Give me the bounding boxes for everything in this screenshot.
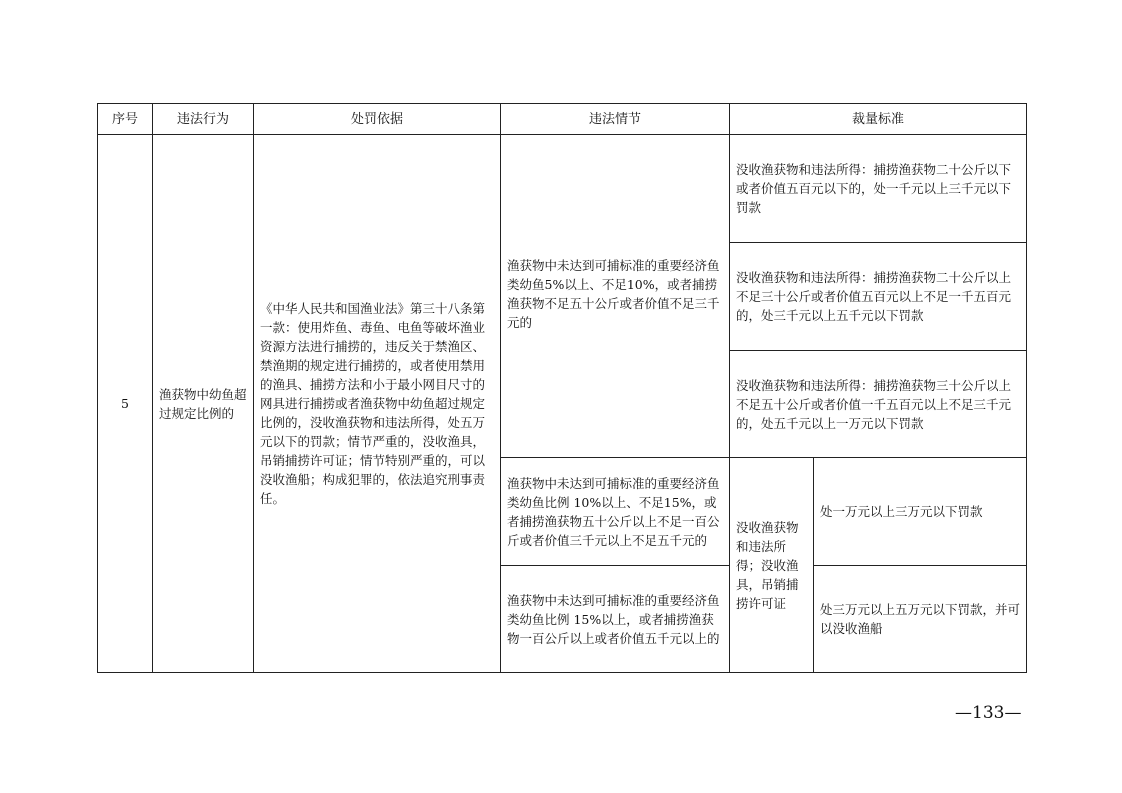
penalty-table (97, 103, 1027, 673)
page-number: —133— (955, 703, 1022, 723)
circumstance-cell-1: 渔获物中未达到可捕标准的重要经济鱼类幼鱼5%以上、不足10%，或者捕捞渔获物不足五十公斤或者价值不足三千元的 (501, 135, 730, 458)
standard-sub-cell-2: 处三万元以上五万元以下罚款，并可以没收渔船 (814, 566, 1027, 673)
standard-sub-cell-1: 处一万元以上三万元以下罚款 (814, 458, 1027, 566)
table-header-row (98, 104, 1027, 135)
table-row (98, 135, 1027, 243)
shared-standard-cell: 没收渔获物和违法所得；没收渔具，吊销捕捞许可证 (730, 458, 814, 673)
violation-cell: 渔获物中幼鱼超过规定比例的 (153, 135, 254, 673)
header-circumstance: 违法情节 (501, 104, 730, 135)
header-standard: 裁量标准 (730, 104, 1027, 135)
standard-cell-3: 没收渔获物和违法所得：捕捞渔获物三十公斤以上不足五十公斤或者价值一千五百元以上不足三千元的，处五千元以上一万元以下罚款 (730, 351, 1027, 458)
row-number: 5 (98, 135, 153, 673)
header-no: 序号 (98, 104, 153, 135)
header-violation: 违法行为 (153, 104, 254, 135)
header-basis: 处罚依据 (254, 104, 501, 135)
standard-cell-2: 没收渔获物和违法所得：捕捞渔获物二十公斤以上不足三十公斤或者价值五百元以上不足一千五百元的，处三千元以上五千元以下罚款 (730, 243, 1027, 351)
standard-cell-1: 没收渔获物和违法所得：捕捞渔获物二十公斤以下或者价值五百元以下的，处一千元以上三千元以下罚款 (730, 135, 1027, 243)
circumstance-cell-2: 渔获物中未达到可捕标准的重要经济鱼类幼鱼比例 10%以上、不足15%，或者捕捞渔获物五十公斤以上不足一百公斤或者价值三千元以上不足五千元的 (501, 458, 730, 566)
circumstance-cell-3: 渔获物中未达到可捕标准的重要经济鱼类幼鱼比例 15%以上，或者捕捞渔获物一百公斤以上或者价值五千元以上的 (501, 566, 730, 673)
basis-cell: 《中华人民共和国渔业法》第三十八条第一款：使用炸鱼、毒鱼、电鱼等破坏渔业资源方法进行捕捞的，违反关于禁渔区、禁渔期的规定进行捕捞的，或者使用禁用的渔具、捕捞方法和小于最小网目尺寸的网具进行捕捞或者渔获物中幼鱼超过规定比例的，没收渔获物和违法所得，处五万元以下的罚款；情节严重的，没收渔具，吊销捕捞许可证；情节特别严重的，可以没收渔船；构成犯罪的，依法追究刑事责任。 (254, 135, 501, 673)
